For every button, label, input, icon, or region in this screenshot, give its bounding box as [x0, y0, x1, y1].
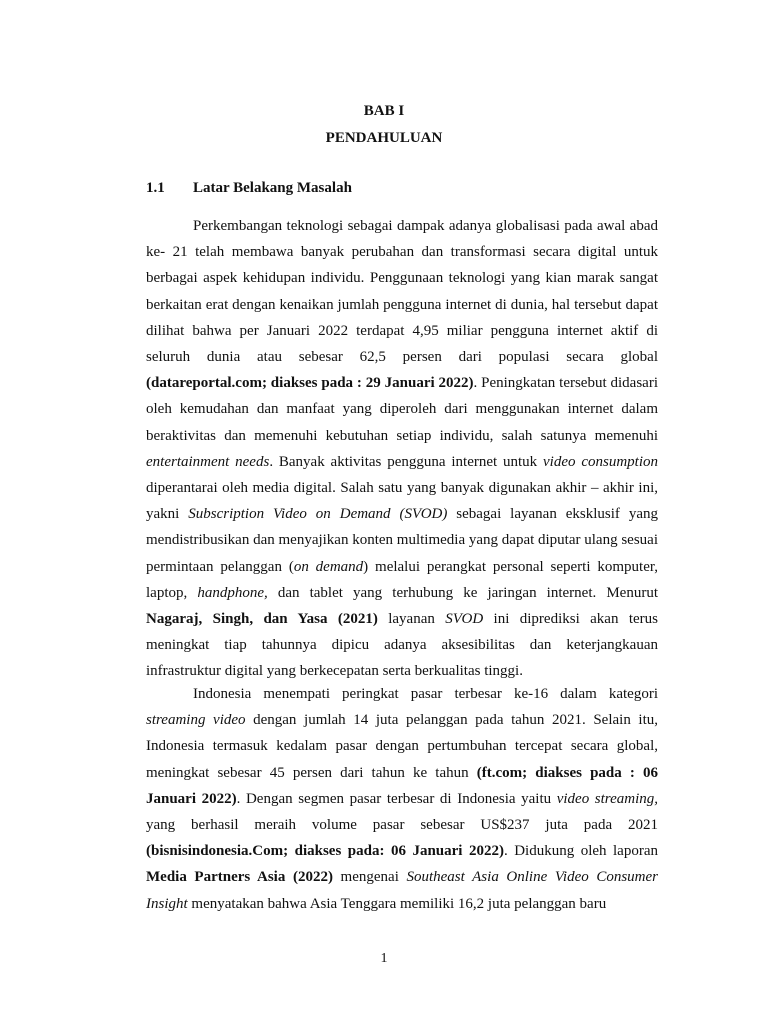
- chapter-number: BAB I: [363, 103, 405, 119]
- section-heading: [146, 178, 352, 198]
- text-run: . Banyak aktivitas pengguna internet untuk: [269, 453, 544, 470]
- bold-text: Nagaraj, Singh, dan Yasa (2021): [146, 611, 378, 628]
- text-run: mengenai: [332, 869, 407, 886]
- text-run: . Didukung oleh laporan: [503, 843, 658, 860]
- chapter-title: PENDAHULUAN: [325, 130, 443, 146]
- section-number: 1.1: [146, 180, 165, 196]
- bold-text: (ft.com; diakses pada : 06 Januari 2022): [146, 764, 658, 807]
- italic-text: Southeast Asia Online Video Consumer Insight: [146, 869, 658, 912]
- italic-text: Subscription Video on Demand (SVOD): [188, 506, 448, 523]
- text-run: dengan jumlah 14 juta pelanggan pada tahun 2021. Selain itu, Indonesia termasuk kedalam pasar dengan pertumbuhan tercepat secara global, meningkat sebesar 45 persen dari tahun ke tahun: [146, 712, 659, 781]
- section-title: Latar Belakang Masalah: [193, 180, 352, 196]
- italic-text: SVOD: [445, 611, 484, 628]
- text-run: yang berhasil meraih volume pasar sebesar US$237 juta pada 2021: [146, 817, 658, 834]
- text-run: dan tablet yang terhubung ke jaringan internet. Menurut: [267, 584, 658, 601]
- italic-text: on demand: [293, 558, 364, 575]
- text-run: sebagai layanan eksklusif yang mendistribusikan dan menyajikan konten multimedia yang dapat diputar ulang sesuai permintaan pelanggan (: [146, 506, 658, 575]
- page-number: 1: [380, 951, 388, 966]
- text-run: . Dengan segmen pasar terbesar di Indonesia yaitu: [236, 790, 557, 807]
- italic-text: entertainment needs: [146, 453, 270, 470]
- text-run: Indonesia menempati peringkat pasar terbesar ke-16 dalam kategori: [193, 686, 658, 702]
- text-run: Perkembangan teknologi sebagai dampak adanya globalisasi pada awal abad ke- 21 telah membawa banyak perubahan dan transformasi secara digital untuk berbagai aspek kehidupan individu. Penggunaan teknologi yang kian marak sangat berkaitan erat dengan kenaikan jumlah pengguna internet di dunia, hal tersebut dapat dilihat bahwa per Januari 2022 terdapat 4,95 miliar pengguna internet aktif di seluruh dunia atau sebesar 62,5 persen dari populasi secara global: [146, 218, 658, 366]
- bold-text: (datareportal.com; diakses pada : 29 Januari 2022): [146, 375, 474, 392]
- paragraph: [146, 681, 658, 917]
- italic-text: handphone,: [197, 584, 268, 601]
- paragraph: [146, 213, 658, 685]
- bold-text: (bisnisindonesia.Com; diakses pada: 06 Januari 2022): [146, 843, 504, 860]
- text-run: diperantarai oleh media digital. Salah satu yang banyak digunakan akhir – akhir ini, yakni: [146, 480, 658, 523]
- italic-text: video consumption: [543, 453, 658, 470]
- bold-text: Media Partners Asia (2022): [146, 869, 333, 886]
- text-run: ini diprediksi akan terus meningkat tiap tahunnya dipicu adanya aksesibilitas dan keterjangkauan infrastruktur digital yang berkecepatan serta berkualitas tinggi.: [146, 611, 658, 680]
- text-run: . Peningkatan tersebut didasari oleh kemudahan dan manfaat yang diperoleh dari menggunakan internet dalam beraktivitas dan memenuhi kebutuhan setiap individu, salah satunya memenuhi: [146, 375, 658, 444]
- text-run: menyatakan bahwa Asia Tenggara memiliki 16,2 juta pelanggan baru: [187, 895, 607, 912]
- text-run: layanan: [377, 611, 446, 628]
- italic-text: streaming video: [146, 712, 246, 729]
- text-run: ) melalui perangkat personal seperti komputer, laptop,: [146, 558, 658, 601]
- italic-text: video streaming,: [556, 790, 658, 807]
